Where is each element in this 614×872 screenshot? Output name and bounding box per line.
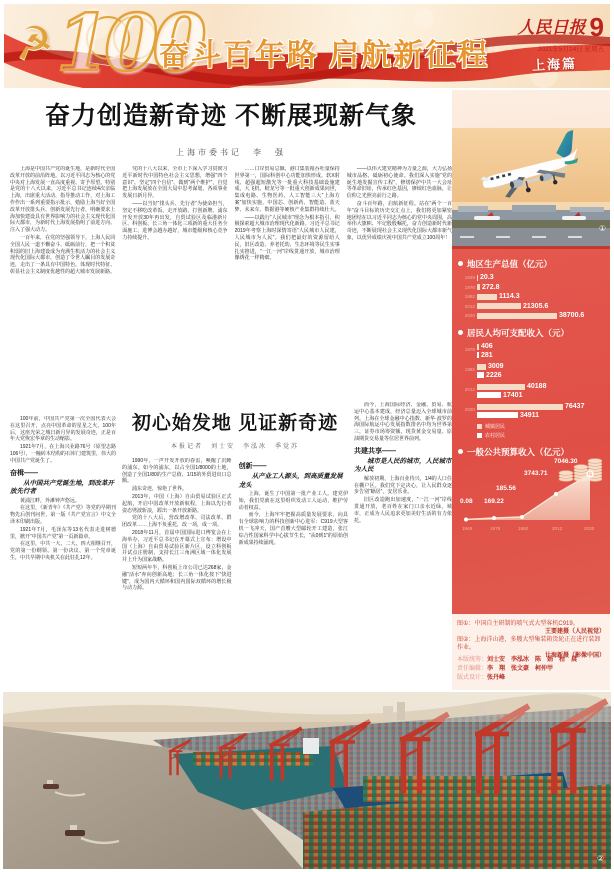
income-group: 2020 76437 34911 — [464, 403, 585, 419]
rural-swatch — [477, 433, 482, 438]
paragraph: ——以当好“排头兵、先行者”为使命担当，坚定不移吃改革饭、走开放路、打创新牌。浦东开发开放30年再出发，自贸试验区及临港新片区、科创板、长三角一体化三项新的重大任务全面施工，进博会越办越好，城市能级和核心竞争力持续提升。 — [122, 200, 228, 241]
lead-column-4 — [347, 166, 452, 396]
feature-column-1 — [10, 416, 116, 690]
masthead — [496, 12, 604, 53]
gdp-chart-title: 地区生产总值（亿元） — [458, 258, 604, 270]
gdp-row: 1949 20.3 — [464, 274, 494, 281]
top-banner — [4, 4, 610, 88]
banner-title: 奋斗百年路 启航新征程 — [158, 39, 490, 72]
feature-column-3 — [239, 458, 348, 682]
paragraph: ——以伟大建党精神为力量之源，大力弘扬城市品格、砥砺初心使命。我们深入实施“党的诞生地发掘宣传工程”，修缮保护中共一大会址等革命旧址，传承红色基因，赓续红色血脉，让信仰之光照亮前行之路。 — [346, 166, 452, 200]
feature-byline: 本报记者 刘士安 李泓冰 季觉苏 — [170, 444, 299, 450]
feature-center — [122, 402, 348, 690]
photo-1-badge: ① — [598, 224, 606, 233]
staff-credits: 本版统筹：刘士安 李泓冰 陈 娟 程 晨 责任编辑：李 翔 张文豪 柯仲甲 版式设计：张丹峰 — [457, 657, 578, 681]
paragraph: 而今，上海国际经济、金融、贸易、航运中心基本建成，经济总量迈入全球城市前列。上海在全球金融中心指数、新华·波罗的海国际航运中心发展指数排名中均为世界第三，证券市场筹资额、现货黄金交易量、原油期货交易量等位居世界前列。 — [354, 402, 452, 442]
income-group: 1978 406 281 — [464, 343, 493, 359]
paragraph: 旧区改造跑出加速度，“一江一河”岸线贯通开放，老百姓在家门口亲水近绿。城市，正成为人民追求更加美好生活的有力依托。 — [354, 497, 452, 524]
paragraph: 1921年7月，毛泽东等13名代表走进树德里，掀开“中国共产党”第一页新篇章。 — [10, 526, 116, 540]
byline-role: 上海市委书记 — [176, 148, 242, 157]
feature-column-4 — [354, 402, 452, 690]
paragraph: 1921年7月，在上海兴业路76号（原望志路106号），一幢砖木结构的石库门建筑里，伟大的中国共产党诞生了。 — [10, 444, 116, 464]
income-group: 1992 3009 2226 — [464, 363, 504, 379]
paragraph: 奋斗百年路，启航新征程。站在“两个一百年”奋斗目标的历史交汇点上，我们将更加紧密地团结在以习近平同志为核心的党中央周围，高举伟大旗帜、牢记殷殷嘱托，奋力创造新时代新奇迹，不断展现社会主义现代化国际大都市新气象，以优异成绩庆祝中国共产党成立100周年！ — [346, 200, 452, 241]
income-group: 2012 40188 17401 — [464, 383, 547, 399]
gdp-row: 2012 21305.6 — [464, 302, 549, 310]
caption-2: 图②：上海洋山港，多艘大型集装箱货轮正在进行装卸作业。 — [457, 637, 601, 651]
paragraph: 1990年，一声开发开放的春雷，唤醒了沉睡的浦东。如今的浦东，以占全国1/8000的土地，创造了全国1/80的生产总值、1/15的外贸进出口总额。 — [122, 458, 232, 485]
feature-column-2 — [122, 458, 232, 682]
income-chart-title: 居民人均可支配收入（元） — [458, 327, 604, 339]
paper-name: 人民日报 — [517, 18, 586, 38]
section-head-fenji: 奋楫—— 从中国共产党诞生地，到改革开放先行者 — [10, 469, 114, 496]
paragraph: 在这里，《新青年》《共产党》等党的早期刊物先后创刊问世，第一版《共产党宣言》中文全译本印刷出版。 — [10, 505, 116, 525]
lead-headline: 奋力创造新奇迹 不断展现新气象 — [45, 102, 417, 130]
lead-byline — [10, 147, 452, 158]
paragraph: 党的十八大以来，全市上下深入学习贯彻习近平新时代中国特色社会主义思想，增强“四个意识”、坚定“四个自信”、做到“两个维护”，自觉把上海发展放在全国大局中思考谋划，各项事业发展日新月异。 — [122, 166, 228, 200]
paragraph: 解放初期，上海百业待兴，1/4的人口住在棚户区。我们党下定决心，让人民群众逐步告别“蜗居”，安居乐业。 — [354, 475, 452, 496]
photo-captions — [457, 620, 605, 660]
lead-column-2 — [122, 166, 227, 396]
paragraph: 在这里，中共一大、二大、四大相继召开，党的第一份纲领、第一份决议、第一个党章诞生，中共早期中央机关在此驻扎12年。 — [10, 541, 116, 561]
c919-plane-photo — [452, 128, 610, 246]
urban-swatch — [477, 424, 482, 429]
yangshan-port-photo — [3, 692, 611, 869]
gdp-row: 1978 272.8 — [464, 283, 500, 291]
date-line: 2021年5月14日 星期五 — [537, 46, 604, 53]
paragraph: 而今，上海牢牢把握高质量发展要求，向具有全球影响力的科技创新中心进军：C919大型客机一飞冲天，国产首艘大型邮轮开工建造，张江综合性国家科学中心拔节生长，“从0到1”的原始创新成果持续涌现。 — [238, 512, 348, 546]
lead-column-1 — [10, 166, 115, 396]
infographic-sidebar — [452, 90, 610, 690]
page-number: 9 — [589, 12, 604, 42]
photo-2-badge: ② — [596, 854, 604, 863]
paragraph: ——以践行“人民城市”理念为根本指引，积极探索超大城市治理现代化新路。习近平总书记2019年考察上海时深情寄语“人民城市人民建，人民城市为人民”。我们把最好的资源留给人民，旧区改造、养老托幼、生态环境等民生实事扎实推进，“一江一河”岸线贯通开放，城市治理像绣花一样精细。 — [234, 214, 340, 262]
paragraph: 上海，诞生了中国第一批产业工人。建党伊始，我们党就在这里组织发动工人运动，维护劳动者权益。 — [238, 491, 348, 511]
paragraph: 上海是中国共产党的诞生地，是新时代全国改革开放的前沿阵地。以习近平同志为核心的党中央对上海发展一直高度重视、寄予厚望。特别是党的十八大以来，习近平总书记连续4次亲临上海，出席重大活动，指导推动工作，对上海工作作出一系列重要指示批示，勉励上海当好全国改革开放排头兵、创新发展先行者，明确要求上海加快建设具有世界影响力的社会主义现代化国际大都市，为新时代上海发展指明了前进方向、注入了强大动力。 — [10, 166, 116, 234]
centenary-100-logo: 100 — [56, 4, 201, 88]
lead-column-3 — [235, 166, 340, 396]
caption-1-credit: 王要建摄（人民视觉） — [544, 629, 605, 635]
section-head-innovation: 创新—— 从产业工人源头，到高质量发展龙头 — [238, 463, 343, 489]
budget-chart: 0.08 169.22 185.56 3743.71 7046.30 1949 1978 1992 2012 2020 — [458, 462, 604, 540]
budget-area-chart — [458, 468, 604, 530]
paragraph: 一百年来，在党的坚强领导下，上海人民同全国人民一道不懈奋斗、砥砺前行，把一个积贫积弱的旧上海建设成为充满生机活力的社会主义现代化国际大都市，创造了令世人瞩目的发展奇迹，走出了一条具有中国特色、体现时代特征、彰显社会主义制度优越性的超大城市发展新路。 — [10, 234, 116, 275]
paragraph: 短短两年半，科创板上市公司已达268家，金融“活水”奔向创新高地；长三角一体化按下“快进键”，成为国内大循环和国内国际双循环的增长极与动力源。 — [122, 564, 232, 592]
paragraph: 浦东奇迹，惊艳了世界。 — [132, 486, 188, 493]
edition-label: 上海篇 — [531, 55, 578, 74]
party-emblem-icon: ☭ — [10, 16, 57, 71]
section-head-share: 共建共享—— 城市是人民的城市，人民城市为人民 — [354, 447, 452, 474]
gdp-row: 2020 38700.6 — [464, 312, 585, 319]
caption-1: 图①：中国自主研制的喷气式大型客机C919。 — [457, 621, 579, 627]
gdp-chart — [458, 274, 604, 319]
budget-chart-title: 一般公共预算收入（亿元） — [458, 446, 604, 458]
paragraph: 2013年，中国（上海）自由贸易试验区正式起航，开启中国改革开放新航程，上海以先行者姿态劈波斩浪，蹚出一条开放新路。 — [122, 493, 232, 514]
feature-article — [10, 402, 452, 690]
caption-2-credit: 计海新摄（影像中国） — [544, 653, 605, 659]
income-legend: 城镇居民 农村居民 — [477, 423, 604, 439]
income-chart — [458, 343, 604, 439]
paragraph: ……口岸贸易总额、港口集装箱吞吐量保持世界第一，国际科创中心功能加快形成，软X射线、超强超短激光等一批重大科技基础设施建成，大飞机、蛟龙号等一批重大创新成果问世，集成电路、生物医药、人工智能三大“上海方案”加快实施，中国芯、创新药、智能造、蓝天梦、未来车、数据港等硬核产业集群持续壮大。 — [234, 166, 340, 213]
feature-headline: 初心始发地 见证新奇迹 — [131, 413, 339, 434]
byline-name: 李 强 — [253, 148, 286, 157]
lead-article-body — [10, 166, 452, 396]
paragraph: 2018年11月，首届中国国际进口博览会在上海举办，习近平总书记在开幕式上宣布：增设中国（上海）自由贸易试验区新片区，设立科创板并试点注册制，支持长江三角洲区域一体化发展并上升为国家战略。 — [122, 529, 232, 564]
gdp-row: 1992 1114.3 — [464, 293, 520, 300]
paragraph: 黄浦江畔，外滩钟声悠远。 — [20, 497, 81, 504]
paragraph: 党的十八大后，营改增改革、司法改革、群团改革……上海不负重托，改一项，成一项。 — [122, 515, 232, 529]
data-panel — [452, 246, 610, 614]
paragraph: 100年前，中国共产党第一次全国代表大会在这里召开，点亮中国革命的星星之火。100年后，这座光荣之城日新月异的发展奇迹，正是百年大党恢宏华章的生动缩影。 — [10, 416, 116, 443]
